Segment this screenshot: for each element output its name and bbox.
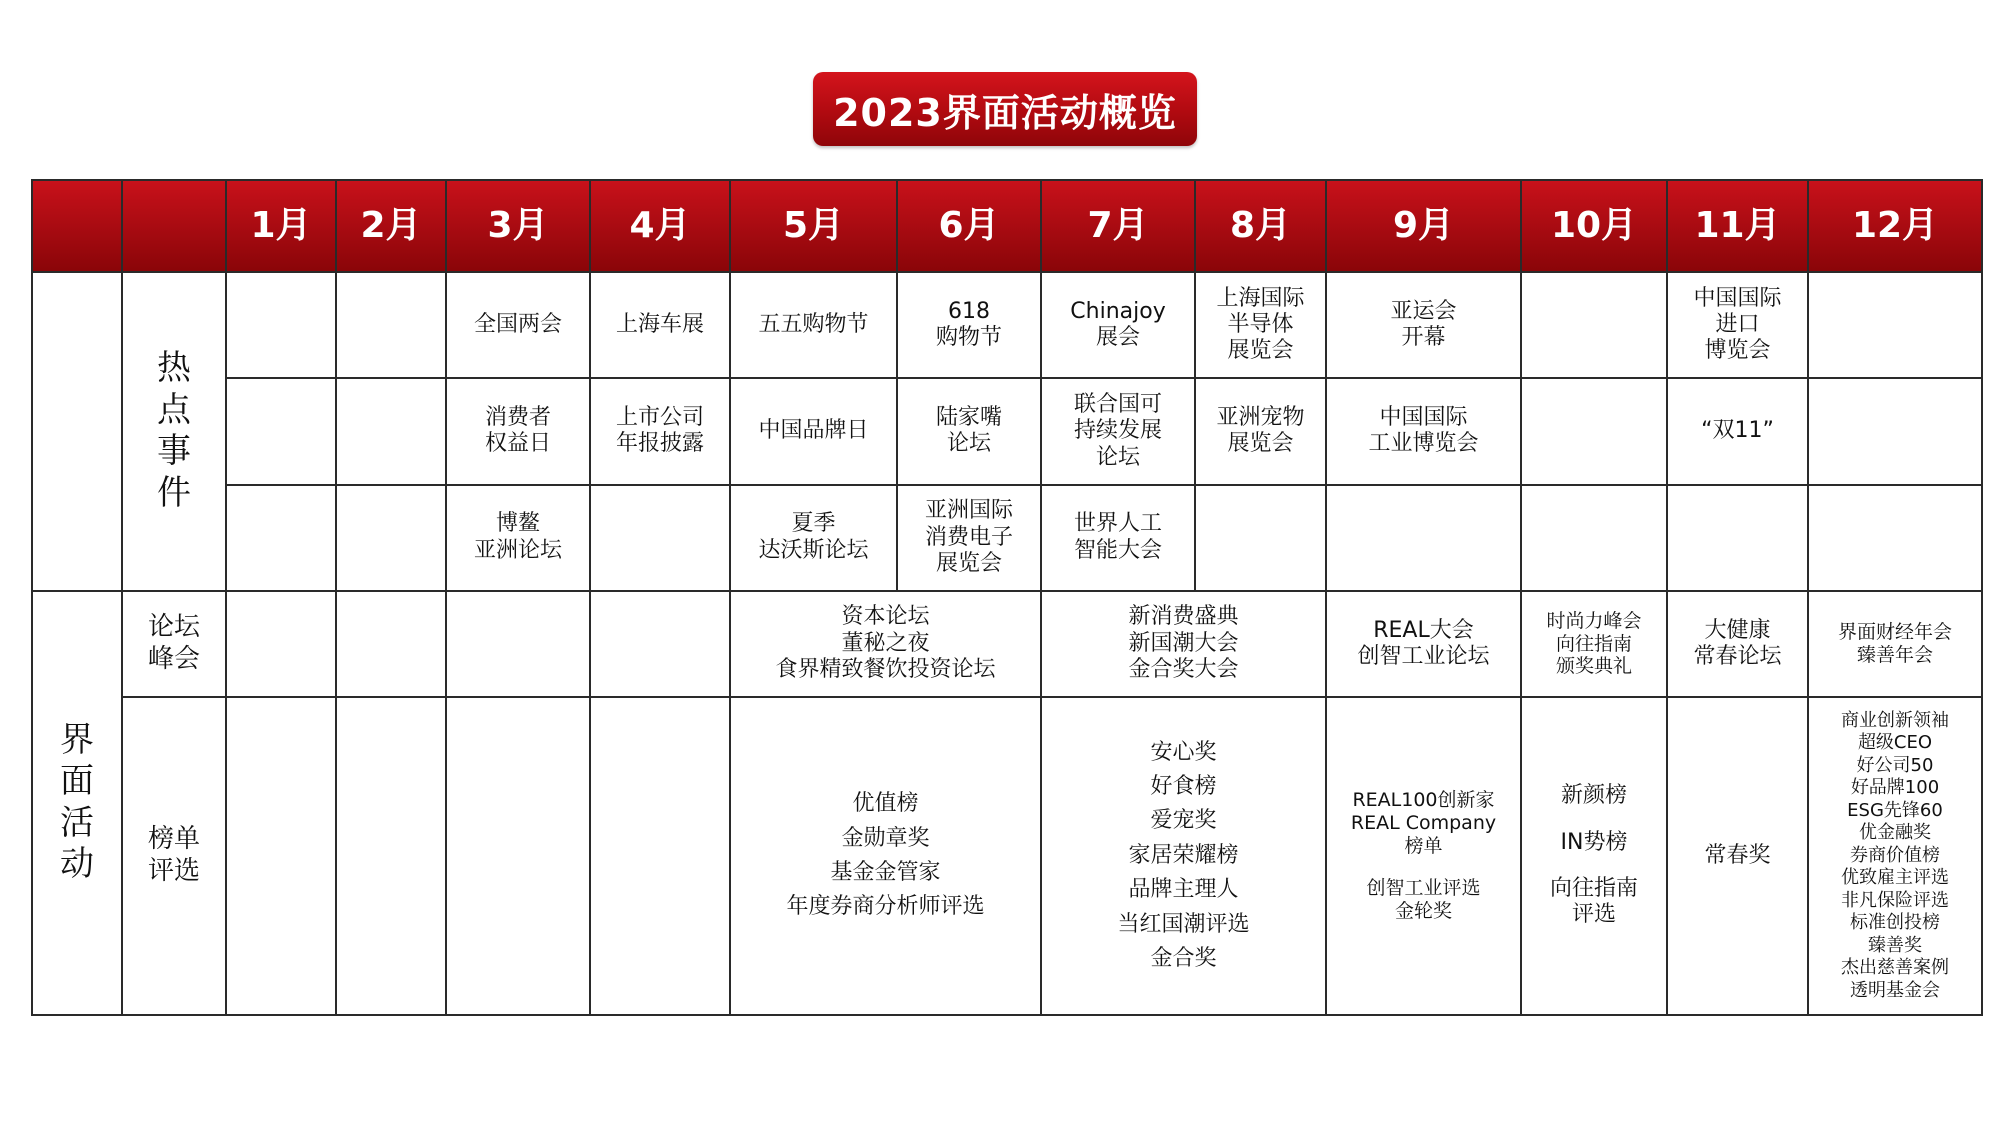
empty-cell [226,272,336,378]
empty-cell [336,485,446,591]
ranking-cell-dec: 商业创新领袖 超级CEO 好公司50 好品牌100 ESG先锋60 优金融奖 券商价值榜 优致雇主评选 非凡保险评选 标准创投榜 臻善奖 杰出慈善案例 透明基金会 [1808,697,1982,1015]
empty-cell [336,697,446,1015]
month-header: 8月 [1195,180,1326,272]
empty-cell [1808,378,1982,484]
event-cell: 中国国际 进口 博览会 [1667,272,1808,378]
event-cell: 全国两会 [446,272,590,378]
empty-cell [1521,378,1667,484]
event-cell: 世界人工 智能大会 [1041,485,1195,591]
rankings-label: 榜单评选 [122,697,226,1015]
forum-cell-nov: 大健康 常春论坛 [1667,591,1808,697]
month-header: 12月 [1808,180,1982,272]
empty-cell [1521,485,1667,591]
empty-cell [336,591,446,697]
empty-cell [226,591,336,697]
event-cell: 亚洲宠物 展览会 [1195,378,1326,484]
header-corner-1 [32,180,122,272]
empty-cell [446,591,590,697]
forum-cell-jul-aug: 新消费盛典 新国潮大会 金合奖大会 [1041,591,1326,697]
event-cell: “双11” [1667,378,1808,484]
event-cell: 上海车展 [590,272,730,378]
ranking-cell-may-jun: 优值榜 金勋章奖 基金金管家 年度券商分析师评选 [730,697,1041,1015]
empty-cell [226,378,336,484]
event-cell: 618 购物节 [897,272,1041,378]
month-header: 9月 [1326,180,1521,272]
forums-label: 论坛峰会 [122,591,226,697]
event-cell: 陆家嘴 论坛 [897,378,1041,484]
empty-cell [336,272,446,378]
event-cell: 亚洲国际 消费电子 展览会 [897,485,1041,591]
empty-cell [590,697,730,1015]
empty-cell [590,485,730,591]
empty-cell [1195,485,1326,591]
page-title-badge [813,72,1197,146]
hot-events-row [32,378,1982,484]
forum-cell-oct: 时尚力峰会 向往指南 颁奖典礼 [1521,591,1667,697]
month-header: 1月 [226,180,336,272]
ranking-cell-sep: REAL100创新家 REAL Company 榜单 创智工业评选 金轮奖 [1326,697,1521,1015]
empty-cell [336,378,446,484]
empty-cell [1808,272,1982,378]
header-corner-2 [122,180,226,272]
event-cell: 中国国际 工业博览会 [1326,378,1521,484]
month-header: 4月 [590,180,730,272]
forum-cell-sep: REAL大会 创智工业论坛 [1326,591,1521,697]
empty-cell [1326,485,1521,591]
ranking-cell-nov: 常春奖 [1667,697,1808,1015]
empty-cell [1521,272,1667,378]
month-header: 5月 [730,180,897,272]
event-cell: 上市公司 年报披露 [590,378,730,484]
rankings-row [32,697,1982,1015]
event-cell: Chinajoy 展会 [1041,272,1195,378]
hot-events-row [32,485,1982,591]
month-header: 10月 [1521,180,1667,272]
forums-row [32,591,1982,697]
activity-overview-table [31,179,1983,1016]
ranking-cell-oct: 新颜榜 IN势榜 向往指南 评选 [1521,697,1667,1015]
month-header-row [32,180,1982,272]
month-header: 11月 [1667,180,1808,272]
page-title: 2023界面活动概览 [833,90,1177,135]
forum-cell-dec: 界面财经年会 臻善年会 [1808,591,1982,697]
event-cell: 亚运会 开幕 [1326,272,1521,378]
hot-events-label: 热点事件 [122,272,226,591]
event-cell: 联合国可 持续发展 论坛 [1041,378,1195,484]
month-header: 7月 [1041,180,1195,272]
month-header: 2月 [336,180,446,272]
empty-cell [446,697,590,1015]
event-cell: 博鳌 亚洲论坛 [446,485,590,591]
empty-cell [1667,485,1808,591]
jiemian-activities-label: 界面活动 [32,591,122,1015]
hot-events-row [32,272,1982,378]
empty-cell [590,591,730,697]
empty-cell [226,697,336,1015]
forum-cell-may-jun: 资本论坛 董秘之夜 食界精致餐饮投资论坛 [730,591,1041,697]
event-cell: 上海国际 半导体 展览会 [1195,272,1326,378]
hot-events-outer-blank [32,272,122,591]
event-cell: 夏季 达沃斯论坛 [730,485,897,591]
month-header: 3月 [446,180,590,272]
event-cell: 消费者 权益日 [446,378,590,484]
month-header: 6月 [897,180,1041,272]
empty-cell [226,485,336,591]
ranking-cell-jul-aug: 安心奖 好食榜 爱宠奖 家居荣耀榜 品牌主理人 当红国潮评选 金合奖 [1041,697,1326,1015]
event-cell: 五五购物节 [730,272,897,378]
event-cell: 中国品牌日 [730,378,897,484]
empty-cell [1808,485,1982,591]
